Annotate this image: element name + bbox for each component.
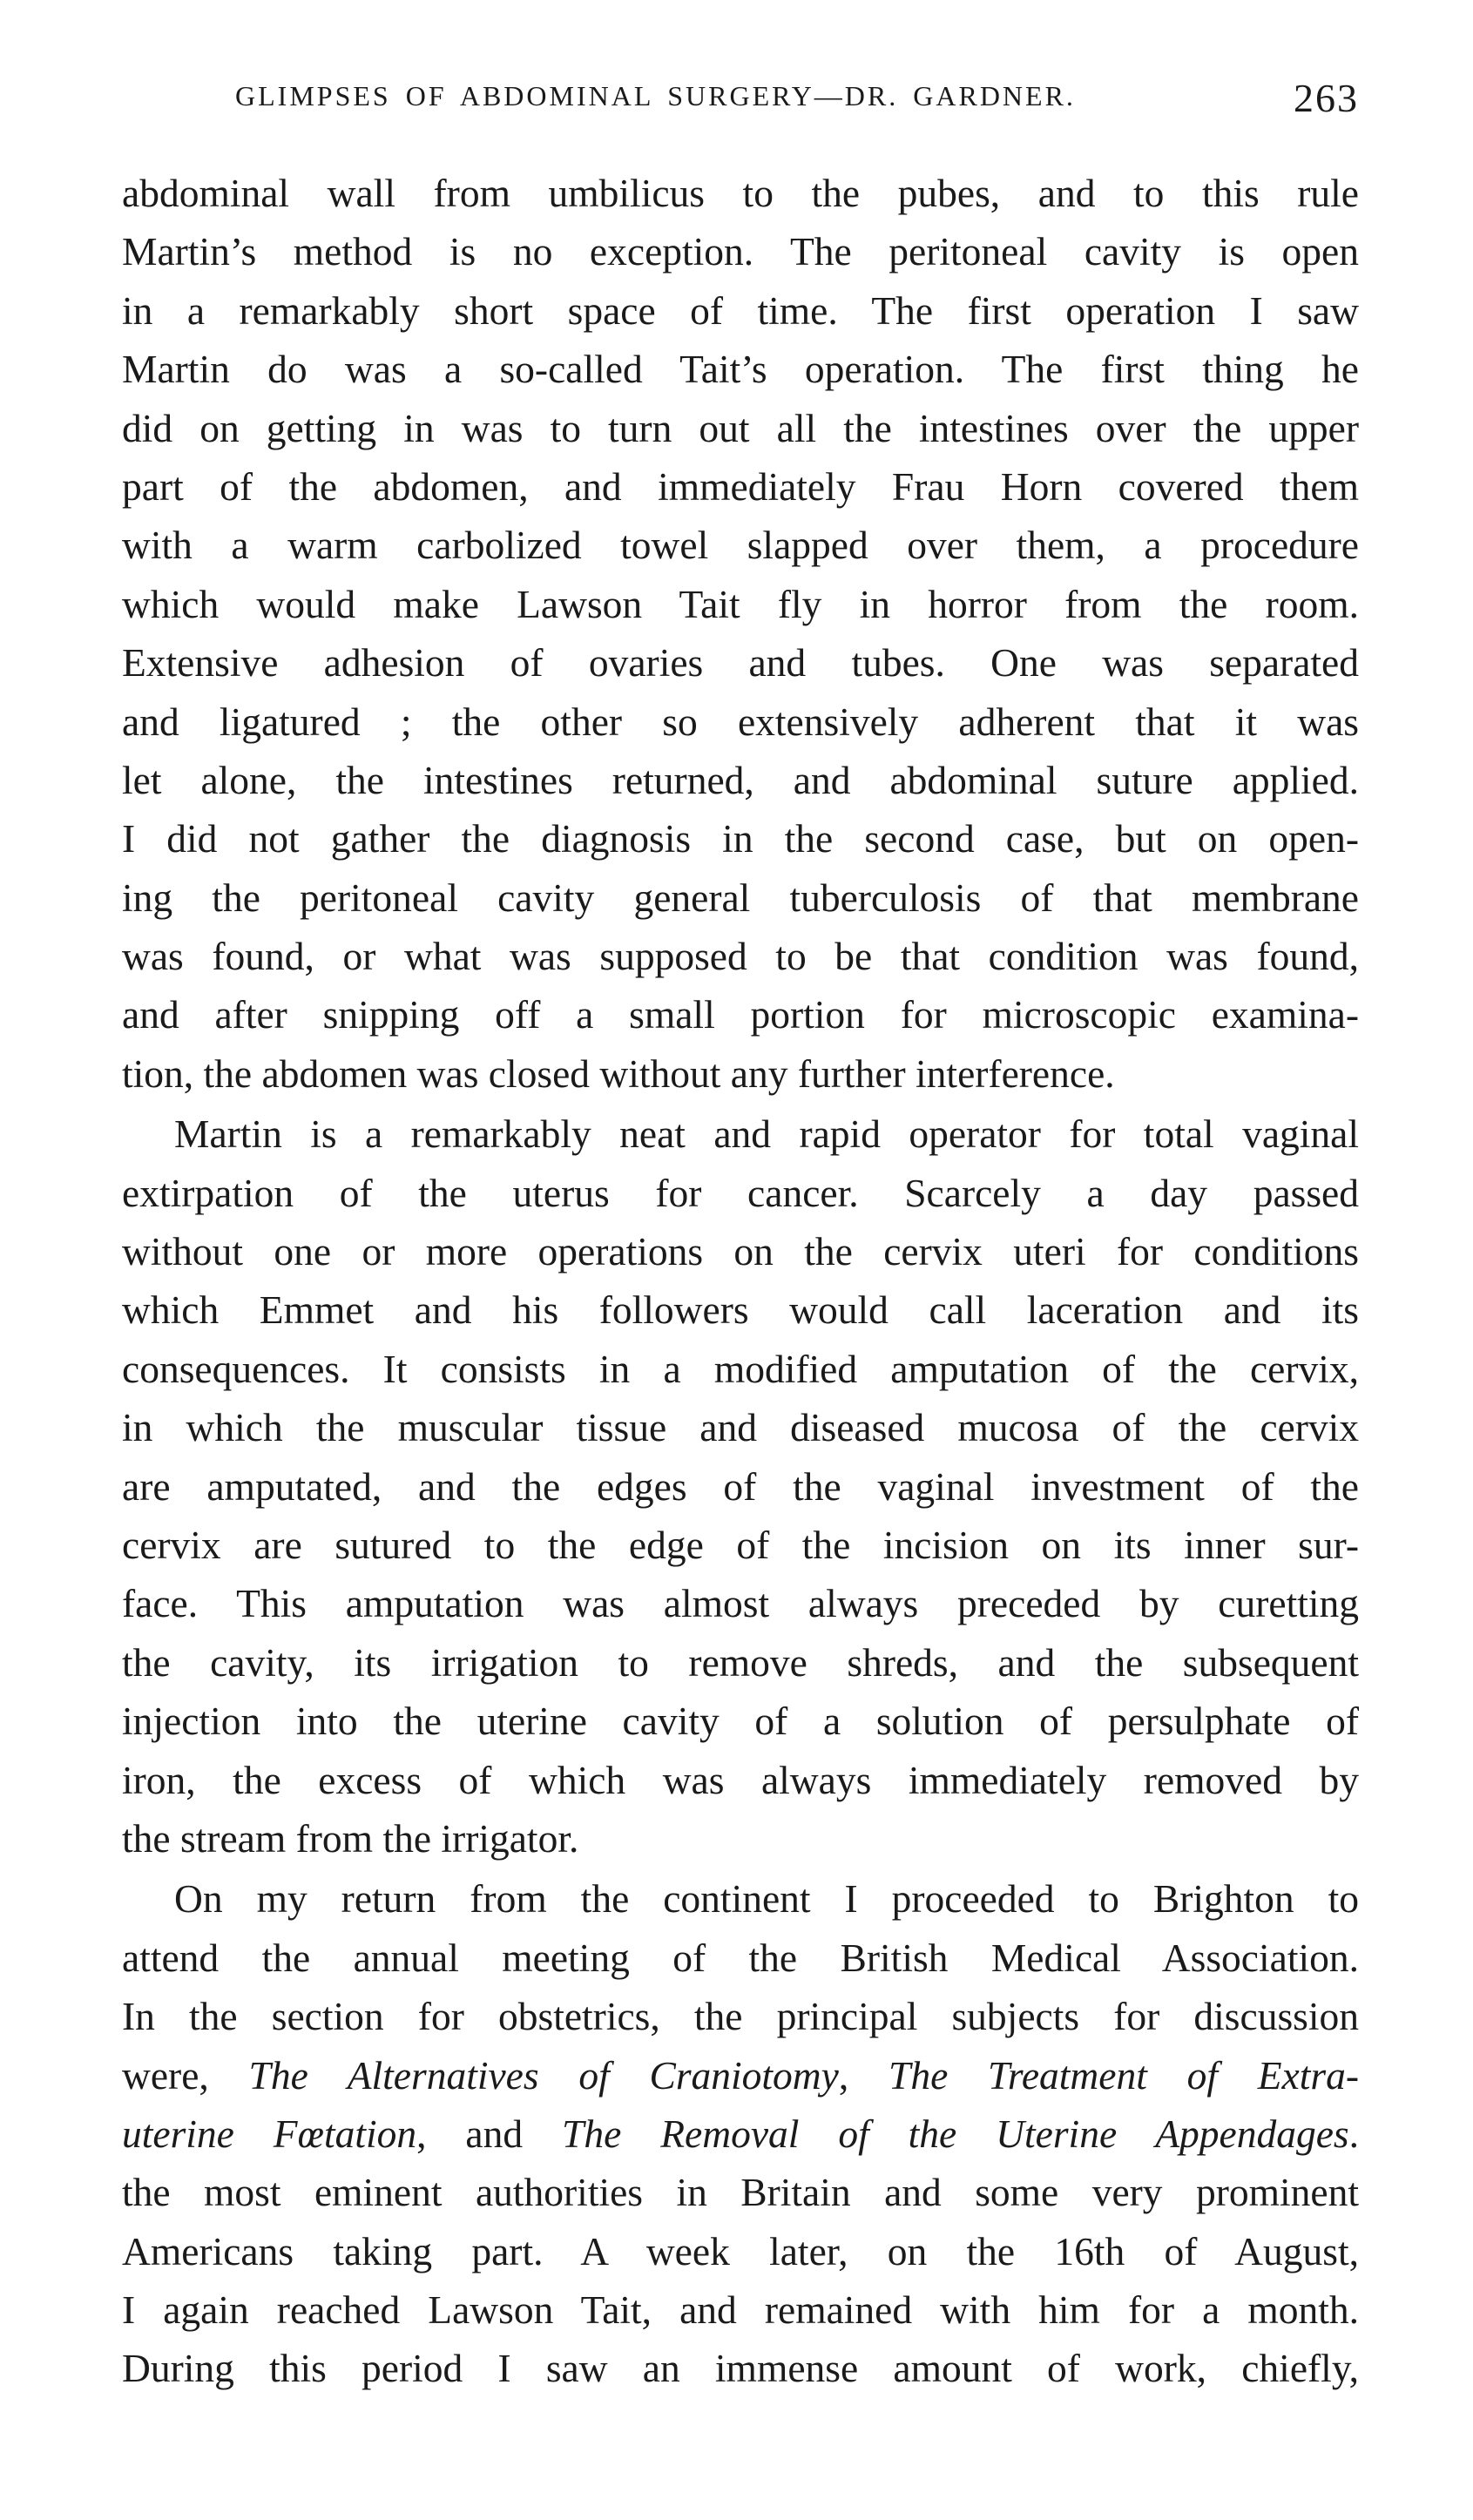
italic-title: uterine Fœtation xyxy=(122,2111,417,2156)
text-line: in which the muscular tissue and diseased mucosa of the cervix xyxy=(122,1405,1359,1450)
paragraph-2 xyxy=(122,1105,1359,1868)
text-segment: . xyxy=(1348,2111,1359,2156)
italic-title: The Alternatives of Craniotomy xyxy=(248,2052,839,2098)
body-text xyxy=(122,164,1359,2400)
text-line: consequences. It consists in a modified amputation of the cervix, xyxy=(122,1346,1359,1391)
page-number: 263 xyxy=(1294,76,1359,120)
text-line: ing the peritoneal cavity general tuberculosis of that membrane xyxy=(122,875,1359,920)
italic-title: The Removal of the Uterine Appendages xyxy=(562,2111,1349,2156)
text-line: the stream from the irrigator. xyxy=(122,1815,579,1861)
text-line: with a warm carbolized towel slapped over them, a procedure xyxy=(122,523,1359,568)
text-line: was found, or what was supposed to be that condition was found, xyxy=(122,934,1359,979)
text-line-with-titles xyxy=(122,2105,1359,2163)
text-line: Americans taking part. A week later, on the 16th of August, xyxy=(122,2228,1359,2273)
text-line: attend the annual meeting of the British Medical Association. xyxy=(122,1935,1359,1980)
text-line: iron, the excess of which was always immediately removed by xyxy=(122,1757,1359,1802)
text-line: Extensive adhesion of ovaries and tubes. One was separated xyxy=(122,640,1359,686)
text-line: and ligatured ; the other so extensively adherent that it was xyxy=(122,699,1359,744)
text-line: In the section for obstetrics, the principal subjects for discussion xyxy=(122,1994,1359,2039)
text-line: the cavity, its irrigation to remove shreds, and the subsequent xyxy=(122,1639,1359,1685)
text-line: let alone, the intestines returned, and abdominal suture applied. xyxy=(122,757,1359,802)
text-line: in a remarkably short space of time. The first operation I saw xyxy=(122,287,1359,333)
text-line-with-titles xyxy=(122,2046,1359,2105)
text-line: injection into the uterine cavity of a solution of persulphate of xyxy=(122,1699,1359,1744)
italic-title: The Treatment of Extra- xyxy=(889,2052,1359,2098)
text-line: which Emmet and his followers would call laceration and its xyxy=(122,1287,1359,1333)
paragraph-3 xyxy=(122,1869,1359,2398)
text-line: extirpation of the uterus for cancer. Scarcely a day passed xyxy=(122,1170,1359,1215)
text-line: abdominal wall from umbilicus to the pubes, and to this rule xyxy=(122,171,1359,215)
text-line: tion, the abdomen was closed without any further interference. xyxy=(122,1051,1115,1096)
running-head xyxy=(235,76,1359,132)
text-line: the most eminent authorities in Britain and some very prominent xyxy=(122,2170,1359,2215)
text-line: part of the abdomen, and immediately Frau Horn covered them xyxy=(122,463,1359,509)
running-title: GLIMPSES OF ABDOMINAL SURGERY—DR. GARDNER. xyxy=(235,80,1076,111)
text-line: Martin do was a so-called Tait’s operation. The first thing he xyxy=(122,347,1359,392)
text-line: Martin is a remarkably neat and rapid operator for total vaginal xyxy=(174,1111,1359,1157)
text-line: face. This amputation was almost always preceded by curetting xyxy=(122,1581,1359,1626)
paragraph-1 xyxy=(122,164,1359,1103)
text-line: I again reached Lawson Tait, and remained with him for a month. xyxy=(122,2287,1359,2333)
text-line: Martin’s method is no exception. The peritoneal cavity is open xyxy=(122,229,1359,274)
text-line: and after snipping off a small portion for microscopic examina- xyxy=(122,992,1359,1037)
text-line: On my return from the continent I proceeded to Brighton to xyxy=(174,1876,1359,1922)
text-segment: , xyxy=(838,2052,889,2098)
text-line: cervix are sutured to the edge of the incision on its inner sur- xyxy=(122,1522,1359,1567)
text-line: I did not gather the diagnosis in the second case, but on open- xyxy=(122,816,1359,861)
text-line: are amputated, and the edges of the vaginal investment of the xyxy=(122,1463,1359,1509)
text-line: did on getting in was to turn out all the intestines over the upper xyxy=(122,405,1359,450)
text-segment: , and xyxy=(416,2111,563,2156)
text-line: which would make Lawson Tait fly in horror from the room. xyxy=(122,581,1359,626)
text-segment: were, xyxy=(122,2052,249,2098)
text-line: During this period I saw an immense amount of work, chiefly, xyxy=(122,2346,1359,2391)
text-line: without one or more operations on the cervix uteri for conditions xyxy=(122,1229,1359,1274)
